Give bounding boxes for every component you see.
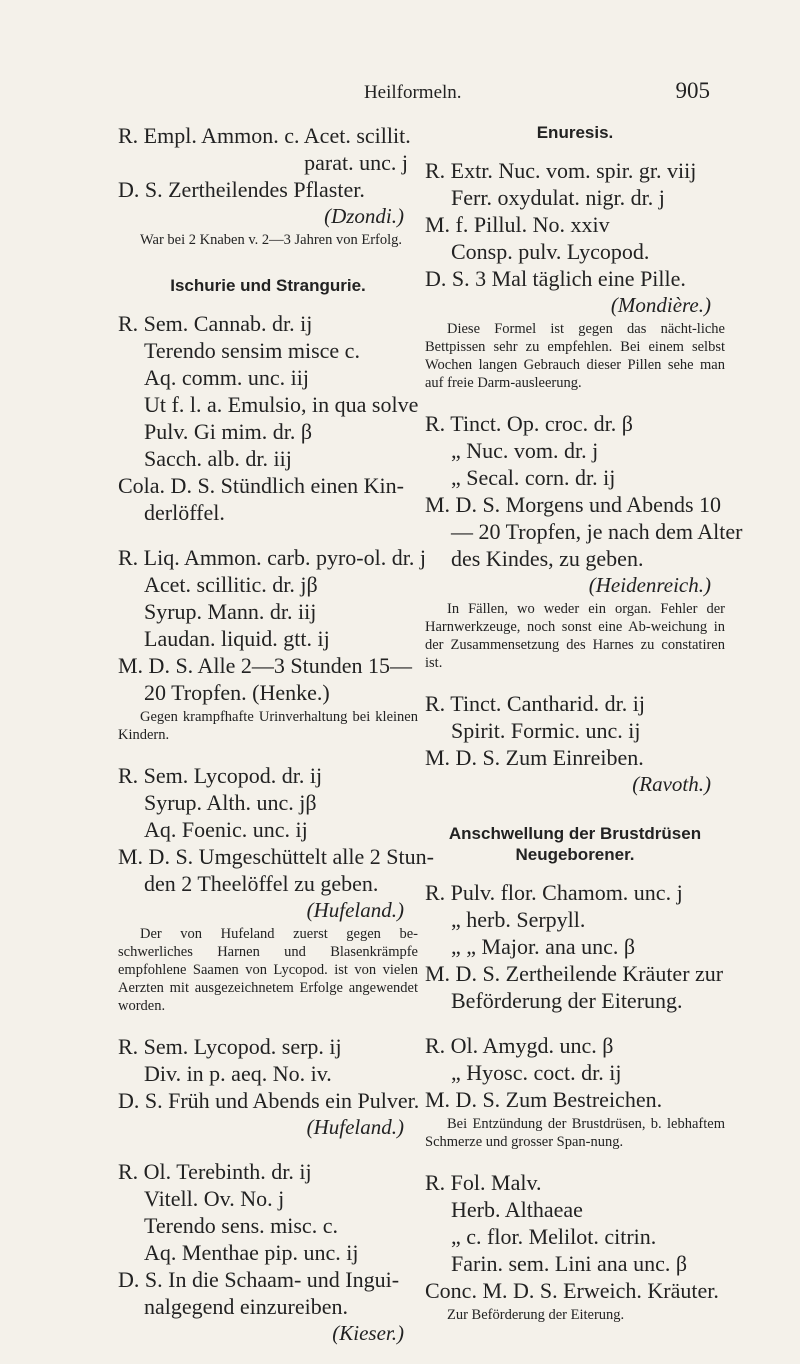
rx-author: (Hufeland.)	[306, 898, 404, 922]
rx-line: „ „ Major. ana unc. β	[451, 934, 636, 959]
rx-author: (Ravoth.)	[632, 772, 711, 796]
rx-line: — 20 Tropfen, je nach dem Alter	[451, 519, 743, 544]
rx-line: M. D. S. Zum Bestreichen.	[425, 1087, 663, 1112]
section-title: Anschwellung der Brustdrüsen Neugeborener.	[448, 824, 702, 864]
rx-line: R. Sem. Lycopod. dr. ij	[118, 763, 323, 788]
prescription	[425, 1032, 725, 1151]
rx-author: (Hufeland.)	[306, 1115, 404, 1139]
rx-line: R. Empl. Ammon. c. Acet. scillit.	[118, 123, 411, 148]
rx-line: Aq. comm. unc. iij	[144, 365, 309, 390]
rx-line: Ut f. l. a. Emulsio, in qua solve	[144, 392, 419, 417]
rx-author: (Kieser.)	[332, 1321, 404, 1345]
prescription	[118, 1158, 418, 1346]
rx-line: derlöffel.	[144, 500, 225, 525]
rx-author: (Mondière.)	[610, 293, 711, 317]
rx-line: Terendo sensim misce c.	[144, 338, 360, 363]
page-header	[110, 78, 710, 104]
rx-line: R. Ol. Amygd. unc. β	[425, 1033, 614, 1058]
prescription	[425, 157, 725, 392]
rx-line: M. D. S. Morgens und Abends 10	[425, 492, 722, 517]
right-column	[425, 122, 743, 1342]
rx-line: den 2 Theelöffel zu geben.	[144, 871, 379, 896]
rx-line: Herb. Althaeae	[451, 1197, 583, 1222]
prescription	[118, 762, 434, 1015]
rx-line: R. Tinct. Op. croc. dr. β	[425, 411, 633, 436]
rx-line: D. S. In die Schaam- und Ingui-	[118, 1267, 400, 1292]
section-title: Enuresis.	[536, 123, 614, 142]
rx-line: Terendo sens. misc. c.	[144, 1213, 338, 1238]
rx-line: Aq. Menthae pip. unc. ij	[144, 1240, 359, 1265]
rx-line: „ herb. Serpyll.	[451, 907, 586, 932]
rx-line: R. Pulv. flor. Chamom. unc. j	[425, 880, 683, 905]
rx-line: D. S. Zertheilendes Pflaster.	[118, 177, 365, 202]
page-number: 905	[675, 78, 710, 103]
prescription	[425, 879, 725, 1014]
rx-line: D. S. Früh und Abends ein Pulver.	[118, 1088, 420, 1113]
rx-line: Farin. sem. Lini ana unc. β	[451, 1251, 688, 1276]
rx-line: Spirit. Formic. unc. ij	[451, 718, 641, 743]
rx-line: R. Sem. Cannab. dr. ij	[118, 311, 313, 336]
rx-line: Syrup. Alth. unc. jβ	[144, 790, 317, 815]
rx-line: „ Secal. corn. dr. ij	[451, 465, 616, 490]
rx-line: Div. in p. aeq. No. iv.	[144, 1061, 332, 1086]
rx-line: M. f. Pillul. No. xxiv	[425, 212, 610, 237]
rx-line: Beförderung der Eiterung.	[451, 988, 683, 1013]
rx-line: R. Sem. Lycopod. serp. ij	[118, 1034, 342, 1059]
prescription	[425, 690, 725, 797]
section-title: Ischurie und Strangurie.	[170, 276, 366, 295]
rx-line: M. D. S. Zertheilende Kräuter zur	[425, 961, 724, 986]
rx-line: M. D. S. Zum Einreiben.	[425, 745, 644, 770]
rx-line: „ Nuc. vom. dr. j	[451, 438, 599, 463]
prescription	[118, 122, 418, 249]
rx-line: „ Hyosc. coct. dr. ij	[451, 1060, 622, 1085]
rx-author: (Dzondi.)	[324, 204, 404, 228]
rx-line: parat. unc. j	[304, 150, 408, 175]
rx-note: Der von Hufeland zuerst gegen be-schwerliches Harnen und Blasenkrämpfe empfohlene Saamen von Lycopod. ist von vielen Aerzten mit ausgezeichnetem Erfolge angewendet worden.	[118, 926, 418, 1014]
rx-note: In Fällen, wo weder ein organ. Fehler der Harnwerkzeuge, noch sonst eine Ab-weichung in der Zusammensetzung des Harnes zu constatiren ist.	[425, 601, 725, 671]
prescription	[425, 1169, 725, 1324]
rx-line: M. D. S. Umgeschüttelt alle 2 Stun-	[118, 844, 434, 869]
rx-line: Aq. Foenic. unc. ij	[144, 817, 308, 842]
rx-line: Sacch. alb. dr. iij	[144, 446, 292, 471]
prescription	[118, 310, 418, 526]
rx-line: Laudan. liquid. gtt. ij	[144, 626, 330, 651]
rx-note: Zur Beförderung der Eiterung.	[447, 1307, 625, 1323]
running-head: Heilformeln.	[363, 82, 462, 103]
rx-line: Conc. M. D. S. Erweich. Kräuter.	[425, 1278, 719, 1303]
rx-line: des Kindes, zu geben.	[451, 546, 644, 571]
rx-line: Cola. D. S. Stündlich einen Kin-	[118, 473, 404, 498]
rx-line: Syrup. Mann. dr. iij	[144, 599, 317, 624]
rx-line: Acet. scillitic. dr. jβ	[144, 572, 318, 597]
rx-line: Ferr. oxydulat. nigr. dr. j	[451, 185, 665, 210]
rx-line: Vitell. Ov. No. j	[144, 1186, 285, 1211]
rx-line: D. S. 3 Mal täglich eine Pille.	[425, 266, 686, 291]
prescription	[118, 1033, 418, 1140]
rx-note: War bei 2 Knaben v. 2—3 Jahren von Erfolg.	[140, 232, 403, 248]
rx-note: Gegen krampfhafte Urinverhaltung bei kleinen Kindern.	[118, 709, 418, 743]
prescription	[425, 410, 743, 672]
rx-line: R. Fol. Malv.	[425, 1170, 542, 1195]
rx-line: R. Tinct. Cantharid. dr. ij	[425, 691, 646, 716]
prescription	[118, 544, 426, 744]
rx-author: (Heidenreich.)	[588, 573, 711, 597]
rx-line: 20 Tropfen. (Henke.)	[144, 680, 330, 705]
rx-line: M. D. S. Alle 2—3 Stunden 15—	[118, 653, 412, 678]
left-column	[118, 122, 434, 1364]
rx-line: „ c. flor. Melilot. citrin.	[451, 1224, 657, 1249]
rx-line: R. Ol. Terebinth. dr. ij	[118, 1159, 312, 1184]
rx-line: Pulv. Gi mim. dr. β	[144, 419, 313, 444]
rx-line: nalgegend einzureiben.	[144, 1294, 349, 1319]
rx-note: Diese Formel ist gegen das nächt-liche Bettpissen sehr zu empfehlen. Bei einem selbst Wochen langen Gebrauch dieser Pillen sehe man auf freie Darm-ausleerung.	[425, 321, 725, 391]
rx-line: Consp. pulv. Lycopod.	[451, 239, 650, 264]
rx-line: R. Liq. Ammon. carb. pyro-ol. dr. j	[118, 545, 426, 570]
rx-note: Bei Entzündung der Brustdrüsen, b. lebhaftem Schmerze und grosser Span-nung.	[425, 1116, 725, 1150]
rx-line: R. Extr. Nuc. vom. spir. gr. viij	[425, 158, 697, 183]
